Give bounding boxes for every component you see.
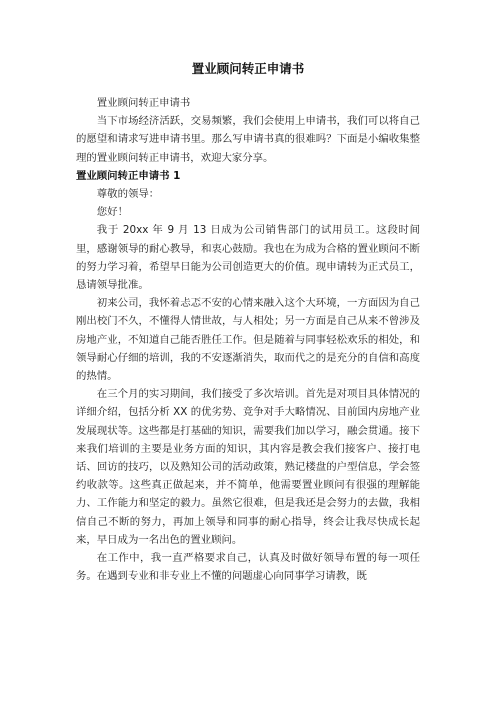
- paragraph: 在三个月的实习期间，我们接受了多次培训。首先是对项目具体情况的详细介绍，包括分析 XX 的优劣势、竞争对手大略情况、目前国内房地产业发展现状等。这些都是打基础的知识，需要我们加以学习，融会贯通。接下来我们培训的主要是业务方面的知识，其内容是教会我们接客户、接打电话、回访的技巧，以及熟知公司的活动政策，熟记楼盘的户型信息，学会签约收款等。这些真正做起来，并不简单，他需要置业顾问有很强的理解能力、工作能力和坚定的毅力。虽然它很难，但是我还是会努力的去做，我相信自己不断的努力，再加上领导和同事的耐心指导，终会让我尽快成长起来，早日成为一名出色的置业顾问。: [76, 388, 420, 546]
- paragraph: 尊敬的领导：: [96, 188, 160, 201]
- document-body: [76, 94, 420, 585]
- paragraph: 当下市场经济活跃，交易频繁，我们会使用上申请书，我们可以将自己的愿望和请求写进申请书里。那么写申请书真的很难吗？下面是小编收集整理的置业顾问转正申请书，欢迎大家分享。: [76, 115, 420, 164]
- paragraph: 在工作中，我一直严格要求自己，认真及时做好领导布置的每一项任务。在遇到专业和非专业上不懂的问题虚心向同事学习请教，既: [76, 552, 420, 583]
- document-title: 置业顾问转正申请书: [191, 61, 305, 76]
- paragraph: 您好！: [96, 206, 128, 219]
- paragraph: 我于 20xx 年 9 月 13 日成为公司销售部门的试用员工。这段时间里，感谢领导的耐心教导，和衷心鼓励。我也在为成为合格的置业顾问不断的努力学习着，希望早日能为公司创造更大的价值。现申请转为正式员工，恳请领导批准。: [76, 224, 420, 292]
- paragraph: 初来公司，我怀着忐忑不安的心情来融入这个大环境，一方面因为自己刚出校门不久，不懂得人情世故，与人相处；另一方面是自己从来不曾涉及房地产业，不知道自己能否胜任工作。但是随着与同事轻松欢乐的相处，和领导耐心仔细的培训，我的不安逐渐消失，取而代之的是充分的自信和高度的热情。: [76, 297, 420, 383]
- section-heading: 置业顾问转正申请书 1: [76, 169, 181, 182]
- paragraph: 置业顾问转正申请书: [96, 97, 191, 109]
